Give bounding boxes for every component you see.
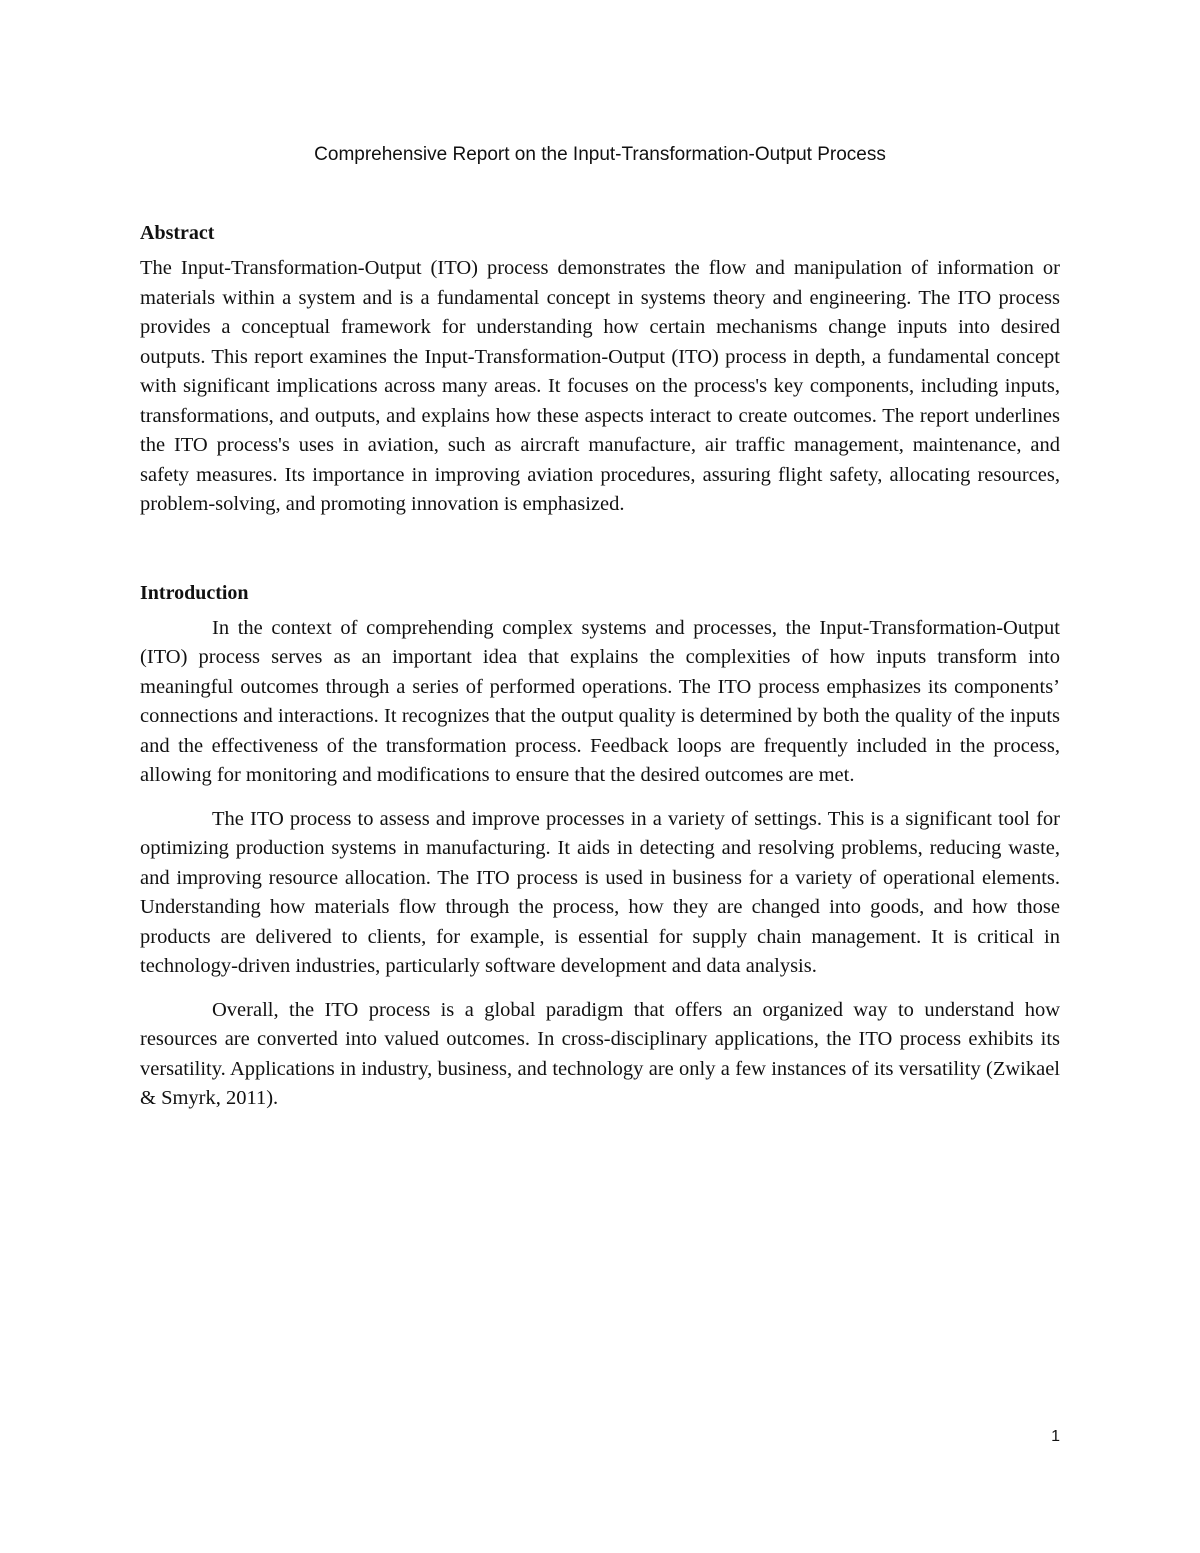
page-number: 1: [1051, 1428, 1060, 1445]
abstract-paragraph: The Input-Transformation-Output (ITO) process demonstrates the flow and manipulation of information or materials within a system and is a fundamental concept in systems theory and engineering. The ITO process provides a conceptual framework for understanding how certain mechanisms change inputs into desired outputs. This report examines the Input-Transformation-Output (ITO) process in depth, a fundamental concept with significant implications across many areas. It focuses on the process's key components, including inputs, transformations, and outputs, and explains how these aspects interact to create outcomes. The report underlines the ITO process's uses in aviation, such as aircraft manufacture, air traffic management, maintenance, and safety measures. Its importance in improving aviation procedures, assuring flight safety, allocating resources, problem-solving, and promoting innovation is emphasized.: [140, 257, 1060, 515]
page-content: [140, 140, 1060, 1128]
introduction-paragraph-3: Overall, the ITO process is a global paradigm that offers an organized way to understand how resources are converted into valued outcomes. In cross-disciplinary applications, the ITO process exhibits its versatility. Applications in industry, business, and technology are only a few instances of its versatility (Zwikael & Smyrk, 2011).: [140, 998, 1060, 1109]
introduction-paragraph-2: The ITO process to assess and improve processes in a variety of settings. This is a significant tool for optimizing production systems in manufacturing. It aids in detecting and resolving problems, reducing waste, and improving resource allocation. The ITO process is used in business for a variety of operational elements. Understanding how materials flow through the process, how they are changed into goods, and how those products are delivered to clients, for example, is essential for supply chain management. It is critical in technology-driven industries, particularly software development and data analysis.: [140, 807, 1060, 977]
introduction-heading: Introduction: [140, 581, 249, 604]
document-title: Comprehensive Report on the Input-Transformation-Output Process: [314, 144, 886, 165]
abstract-heading: Abstract: [140, 222, 215, 244]
introduction-paragraph-1: In the context of comprehending complex systems and processes, the Input-Transformation-Output (ITO) process serves as an important idea that explains the complexities of how inputs transform into meaningful outcomes through a series of performed operations. The ITO process emphasizes its components’ connections and interactions. It recognizes that the output quality is determined by both the quality of the inputs and the effectiveness of the transformation process. Feedback loops are frequently included in the process, allowing for monitoring and modifications to ensure that the desired outcomes are met.: [140, 616, 1060, 786]
